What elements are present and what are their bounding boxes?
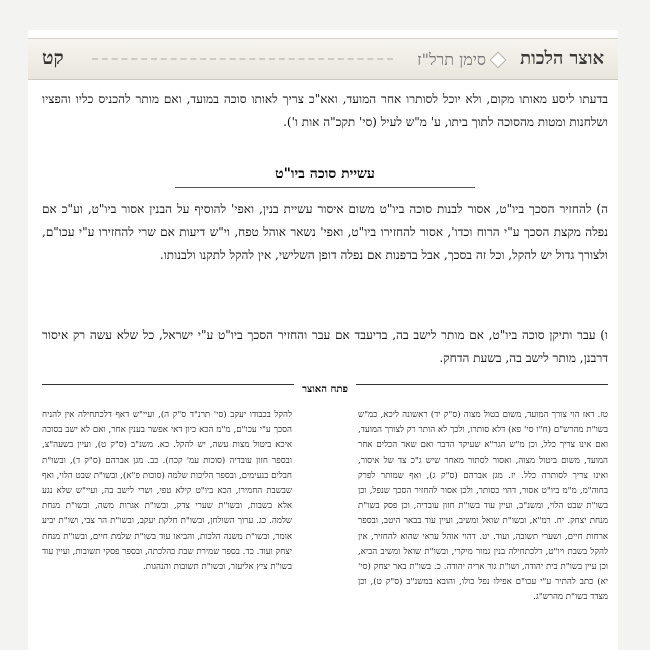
header-rule: [92, 58, 393, 60]
diamond-ornament-icon: [490, 52, 507, 69]
notes-right-column: טז. דאז הוי צורך המועד, משום בטול מצוה (ס"ק יד) ראשונה ליכא, כמ"ש בשו"ת מהרש"ם (ח"ו סי' פא) דלא סותרו, ולכך לא הותר רק לצורך המועד, ואם אינו צריך כלל, וכן מ"ש הגר"א שעיקר הדבר ואם שאר הכלים אחר המועד, משום ביטול מצוה, ואסור לסתור מאחר שיש ג"כ צד של איסור, ואינו צריך לסותרה כלל. יז. מגן אברהם (ס"ק ג), ואף שמותר לפרק בחוה"מ, מ"מ ביו"ט אסור, דהוי כסותר, ולכן אסור להחזיר הסכך שנפל, וכן בשו"ת שבט הלוי, ומשנ"ב, ועיין עוד בשו"ת חזון עובדיה, וכן פסק בשו"ת מנחת יצחק. יח. רמ"א, ובשו"ת שואל ומשיב, ועיין עוד בבאר היטב, ובספר ארחות חיים, ושערי תשובה, ועוד. יט. דהוי אוהל עראי שהוא להחזיר, אין להקל בשבת ויו"ט, דלכתחילה בנין גמור מיקרי, ובשו"ת שואל ומשיב הביא, וכן עיין בשו"ת בית יהודה, ושו"ת גור אריה יהודה. כ. בשו"ת באר יצחק (סי' יא) כתב להתיר ע"י עכו"ם אפילו נפל כולו, והובא במשנ"ב (ס"ק ט), וכן מצדד בשו"ת מהרש"ג.: [358, 410, 608, 603]
siman-label: סימן תרל"ז: [417, 50, 486, 69]
paragraph-he-block: [42, 198, 608, 267]
intro-paragraph: בדעתו ליסע מאותו מקום, ולא יוכל לסותרו אחר המועד, ואא"כ צריך לאותו סוכה במועד, ואם מותר להכניס כליו והפציו ושלחנות ומטות מהסוכה לתוך ביתו, ע' מ"ש לעיל (סי' תקכ"ה אות ו').: [42, 92, 608, 129]
section-title: עשיית סוכה ביו"ט: [275, 166, 375, 182]
intro-paragraph-block: [42, 88, 608, 134]
notes-heading: פתח האוצר: [294, 384, 356, 395]
notes-divider: [42, 384, 608, 399]
page-number: קט: [42, 47, 64, 69]
section-heading: [0, 166, 650, 183]
paragraph-vav: ו) עבר ותיקן סוכה ביו"ט, אם מותר לישב בה, בדיעבד אם עבר והחזיר הסכך ביו"ט ע"י ישראל, כל שלא עשה רק איסור דרבנן, מותר לישב בה, בשעת הדחק.: [42, 328, 608, 365]
paragraph-he: ה) להחזיר הסכך ביו"ט, אסור לבנות סוכה ביו"ט משום איסור עשיית בנין, ואפי' להוסיף על הבנין אסור ביו"ט, וע"כ אם נפלה מקצת הסכך ע"י הרוח וכדו', אסור להחזירו ביו"ט, ואפי' נשאר אוהל טפח, וי"ש דיעות אם שרי להחזירו ע"י עכו"ם, ולצורך גדול יש להקל, וכל זה בסכך, אבל בדפנות אם נפלה דופן השלישי, אין להקל לתקנו ולבנותו.: [42, 202, 608, 262]
book-title: אוצר הלכות: [520, 48, 604, 69]
paragraph-vav-block: [42, 324, 608, 370]
running-header: [28, 38, 618, 80]
notes-left-column: להקל בכבודו יעקב (סי' תרנ"ד ס"ק ה), ועיי"ש דאף דלכתחילה אין להניח הסכך ע"י עכו"ם, מ"מ הכא כיון דאי אפשר בענין אחר, ואם לא ישב בסוכה איכא ביטול מצות עשה, יש להקל. כא. משנ"ב (ס"ק ט), ועיין בשעה"צ, ובספר חזון עובדיה (סוכות עמ' קכח). כב. מגן אברהם (ס"ק ד), ובשו"ת חבלים בנעימים, ובספר הליכות שלמה (סוכות פ"א), ובשו"ת שבט הלוי, ואף שבשבת החמירו, הכא ביו"ט קילא טפי, ושרי לישב בה, ועיי"ש שלא נגע אלא בשבות, ובשו"ת שערי צדק, ובשו"ת אגרות משה, ובשו"ת מנחת שלמה. כג. ערוך השולחן, ובשו"ת חלקת יעקב, ובשו"ת הר צבי, ושו"ת יביע אומר, ובשו"ת משנה הלכות, והביאו עוד בשו"ת שלמת חיים, ובשו"ת מנחת יצחק ועוד. כד. בספר שמירת שבת כהלכתה, ובספר פסקי תשובות, ועיין עוד בשו"ת ציץ אליעזר, ובשו"ת תשובות והנהגות.: [42, 410, 292, 573]
section-underline: [175, 187, 475, 188]
